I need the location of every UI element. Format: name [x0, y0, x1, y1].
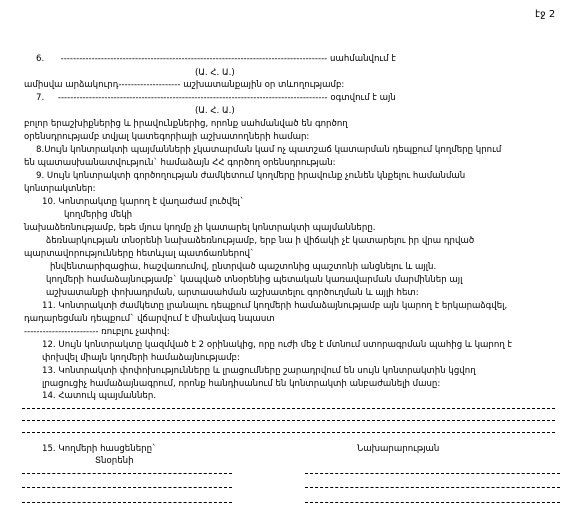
clause-10-party: կողմերից մեկի — [64, 210, 133, 220]
clause-8-line-1: 8.Սույն կոնտրակտի պայմանների չկատարման կամ ոչ պատշաճ կատարման դեպքում կողմերը կրում — [36, 145, 502, 155]
clause-6-hint: (Ա. Հ. Ա.) — [195, 68, 235, 78]
clause-7-line-1: 7. --------------------------------------------------------------------------------------- օգտվում է այն — [36, 93, 396, 103]
special-conditions-line-3 — [22, 432, 555, 433]
clause-7-line-2: բոլոր երաշխիքներից և իրավունքներից, որոնք սահմանված են գործող — [24, 119, 348, 129]
clause-14-heading: 14. Հատուկ պայմաններ. — [42, 391, 157, 401]
clause-6-line-1: 6. -------------------------------------------------------------------------------------- սահմանվում է — [36, 54, 396, 64]
clause-10-line-d2: աշխատանքի փոխադրման, արտասահման աշխատելու գործուղման և այլի հետ: — [46, 288, 419, 298]
signature-right-line-3 — [305, 502, 560, 503]
signature-left-subtitle: Տնօրենի — [95, 456, 134, 466]
clause-7-line-3: օրենսդրությամբ տվյալ կատեգորիայի աշխատողների համար: — [24, 132, 310, 142]
signature-left-line-2 — [22, 487, 232, 488]
clause-9-line-2: կոնտրակտներ: — [24, 184, 96, 194]
clause-11-line-3: ------------------------ ռուբլու չափով: — [24, 327, 170, 337]
signature-right-line-1 — [305, 473, 560, 474]
clause-10-line-a: նախաձեռնությամբ, եթե մյուս կողմը չի կատարել կոնտրակտի պայմանները. — [24, 223, 376, 233]
clause-9-line-1: 9. Սույն կոնտրակտի գործողության ժամկետում կողմերը իրավունք չունեն կնքելու համանման — [36, 171, 466, 181]
clause-10-heading: 10. Կոնտրակտը կարող է վաղաժամ լուծվել` — [42, 197, 245, 207]
signature-left-title: 15. Կողմերի հասցեները` — [42, 444, 157, 454]
clause-10-line-b1: ձեռնարկության տնօրենի նախաձեռնությամբ, երբ նա ի վիճակի չէ կատարելու իր վրա դրված — [46, 236, 475, 246]
clause-8-line-2: են պատասխանատվություն` համաձայն ՀՀ գործող օրենսդրության: — [24, 158, 336, 168]
special-conditions-line-2 — [22, 420, 555, 421]
special-conditions-line-1 — [22, 408, 555, 409]
clause-10-line-c: ինվենտարիզացիա, հաշվառումով, ընտրված պաշտոնից պաշտոնի անցնելու և այլն. — [50, 262, 437, 272]
clause-11-line-2: դադարեցման դեպքում` վճարվում է միանվագ նպաստ — [24, 314, 275, 324]
signature-right-title: Նախարարության — [357, 444, 440, 454]
clause-12-line-2: փոխվել միայն կողմերի համաձայնությամբ: — [42, 353, 240, 363]
signature-left-line-3 — [22, 502, 232, 503]
clause-7-hint: (Ա. Հ. Ա.) — [195, 106, 235, 116]
clause-6-line-2: ամիսվա արձակուրդ-------------------- աշխատանքային օր տևողությամբ: — [24, 80, 345, 90]
signature-left-line-1 — [22, 473, 232, 474]
clause-13-line-2: լրացուցիչ համաձայնագրում, որոնք հանդիսանում են կոնտրակտի անբաժանելի մասը: — [42, 379, 441, 389]
clause-10-line-b2: պարտավորությունները հետևյալ պատճառներով` — [24, 249, 255, 259]
page-number: էջ 2 — [535, 9, 556, 20]
clause-13-line-1: 13. Կոնտրակտի փոփոխությունները և լրացումները շարադրվում են սույն կոնտրակտին կցվող — [42, 366, 476, 376]
clause-10-line-d1: կողմերի համաձայնությամբ` կապված տնօրենից պետական կառավարման մարմիններ այլ — [46, 275, 463, 285]
clause-11-line-1: 11. Կոնտրակտի ժամկետը լրանալու դեպքում կողմերի համաձայնությամբ այն կարող է երկարաձգվել, — [42, 301, 508, 311]
signature-right-line-2 — [305, 487, 560, 488]
clause-12-line-1: 12. Սույն կոնտրակտը կազմված է 2 օրինակից, որը ուժի մեջ է մտնում ստորագրման պահից և կարող է — [42, 340, 512, 350]
